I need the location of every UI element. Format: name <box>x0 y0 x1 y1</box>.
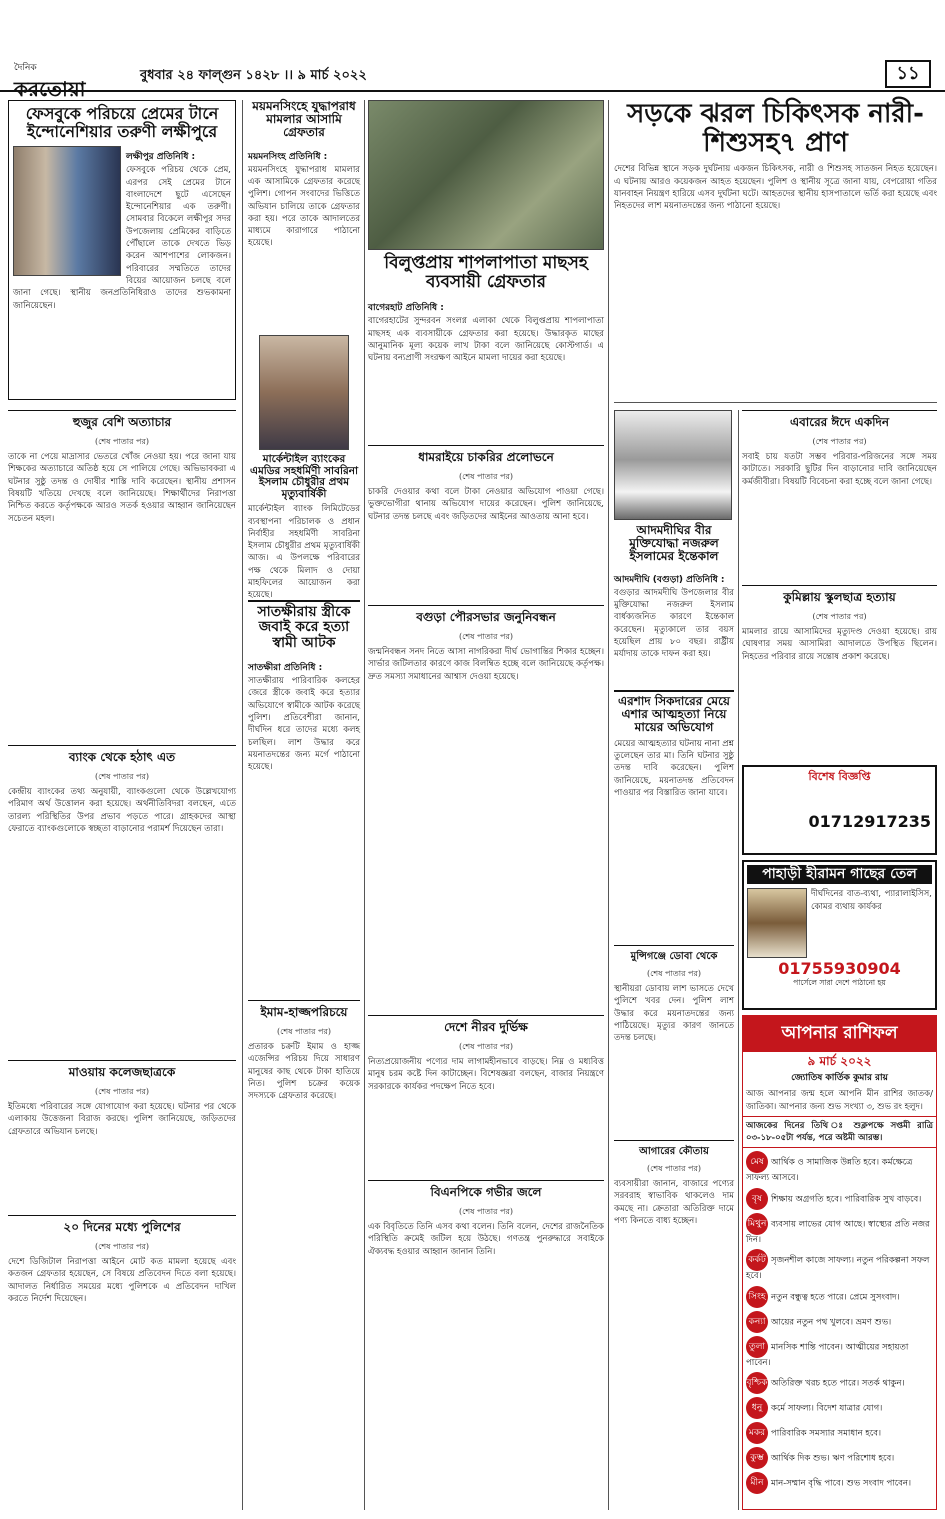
page-number: ১১ <box>885 60 931 88</box>
story-facebook <box>8 100 236 400</box>
story-agarer <box>614 1140 734 1510</box>
story-mawa-headline: মাওয়ায় কলেজছাত্রকে <box>8 1060 236 1084</box>
section-rule-right <box>614 402 937 403</box>
rashifal-sign-text: সৃজনশীল কাজে সাফল্য। নতুন পরিকল্পনা সফল হবে। <box>746 1255 930 1282</box>
rashifal-title: আপনার রাশিফল <box>743 1016 936 1052</box>
portrait-photo <box>259 335 349 450</box>
column-rule-2 <box>364 100 365 1510</box>
ad-small <box>742 765 937 855</box>
story-shapla-headline: বিলুপ্তপ্রায় শাপলাপাতা মাছসহ ব্যবসায়ী গ্রেফতার <box>384 253 588 292</box>
ad-medicine-title: পাহাড়ী হীরামন গাছের তেল <box>747 865 932 884</box>
rashifal-sign-text: পারিবারিক সমস্যার সমাধান হবে। <box>771 1428 882 1439</box>
story-bank <box>8 745 236 1055</box>
rashifal-sign-row <box>746 1422 933 1444</box>
story-satkhira <box>248 600 360 860</box>
story-muktijoddha-headline: আদমদীঘির বীর মুক্তিযোদ্ধা নজরুল ইসলামের ইন্তেকাল <box>629 523 719 564</box>
story-moymonsingh-body: ময়মনসিংহে যুদ্ধাপরাধ মামলার এক আসামিকে গ্রেফতার করেছে পুলিশ। গোপন সংবাদের ভিত্তিতে অভিযান চালিয়ে তাকে গ্রেফতার করা হয়। পরে তাকে আদালতের মাধ্যমে কারাগারে পাঠানো হয়েছে। <box>248 164 360 249</box>
story-bogura-body: জন্মনিবন্ধন সনদ নিতে আসা নাগরিকরা দীর্ঘ ভোগান্তির শিকার হচ্ছেন। সার্ভার জটিলতার কারণে কাজ বিলম্বিত হচ্ছে বলে জানিয়েছে কর্তৃপক্ষ। দ্রুত সমস্যা সমাধানের আশ্বাস দেওয়া হয়েছে। <box>368 647 604 682</box>
masthead <box>0 0 945 101</box>
ad-medicine <box>742 860 937 1010</box>
story-facebook-body: ফেসবুকে পরিচয় থেকে প্রেম, এরপর সেই প্রেমের টানে বাংলাদেশে ছুটে এসেছেন ইন্দোনেশিয়ার এক তরুণী। সোমবার বিকেলে লক্ষীপুর সদর উপজেলায় প্রেমিকের বাড়িতে পৌঁছালে তাকে দেখতে ভিড় করেন আশপাশের লোকজন। পরিবারের সম্মতিতে তাদের বিয়ের আয়োজন চলছে বলে জানা গেছে। স্থানীয় জনপ্রতিনিধিরাও তাদের শুভকামনা জানিয়েছেন। <box>13 165 231 311</box>
zodiac-sign-icon: কুম্ভ <box>746 1447 768 1469</box>
story-facebook-dateline: লক্ষীপুর প্রতিনিধি : <box>126 152 196 163</box>
rashifal-section <box>742 1015 937 1510</box>
rashifal-sign-text: ব্যবসায় লাভের যোগ আছে। স্বাস্থ্যের প্রতি নজর দিন। <box>746 1219 930 1245</box>
story-moymonsingh <box>248 100 360 330</box>
rashifal-sign-row <box>746 1447 933 1469</box>
story-comilla-cont: (শেষ পাতার পর) <box>812 612 867 621</box>
zodiac-sign-icon: সিংহ <box>746 1286 768 1308</box>
story-bogura-cont: (শেষ পাতার পর) <box>458 632 514 641</box>
story-agarer-cont: (শেষ পাতার পর) <box>646 1164 702 1173</box>
ad-small-phone: 01712917235 <box>808 812 931 832</box>
story-eid <box>742 410 937 580</box>
zodiac-sign-icon: মেষ <box>746 1151 768 1173</box>
story-huzur-body: তাকে না পেয়ে মাদ্রাসার ভেতরে খোঁজ নেওয়া হয়। পরে জানা যায় শিক্ষকের অত্যাচারে অতিষ্ঠ হয়ে সে পালিয়ে গেছে। অভিভাবকরা এ ঘটনার সুষ্ঠু তদন্ত ও দোষীর শাস্তি দাবি করেছেন। স্থানীয় প্রশাসন বিষয়টি খতিয়ে দেখছে বলে জানিয়েছে। শিক্ষার্থীদের নিরাপত্তা নিশ্চিত করতে কর্তৃপক্ষকে আরও সতর্ক হওয়ার আহ্বান জানিয়েছেন সচেতন মহল। <box>8 452 236 524</box>
story-comilla-headline: কুমিল্লায় স্কুলছাত্র হত্যায় <box>742 585 937 609</box>
rashifal-sign-row <box>746 1213 933 1246</box>
ad-medicine-tagline: দীর্ঘদিনের বাত-ব্যথা, প্যারালাইসিস, কোমর ব্যথায় কার্যকর <box>811 889 932 912</box>
story-hajj-headline: ইমাম-হাজ্জপরিচয়ে <box>248 1000 360 1024</box>
rashifal-sign-row <box>746 1397 933 1419</box>
story-marcantile <box>248 335 360 601</box>
story-munshiganj <box>614 945 734 1135</box>
story-bnp-cont: (শেষ পাতার পর) <box>458 1207 514 1216</box>
zodiac-sign-icon: বৃষ <box>746 1188 768 1210</box>
rashifal-sign-text: কর্মে সাফল্য। বিদেশ যাত্রার যোগ। <box>771 1403 883 1414</box>
story-satkhira-headline: সাতক্ষীরায় স্ত্রীকে জবাই করে হত্যা স্বামী আটক <box>248 600 360 651</box>
story-moymonsingh-dateline: ময়মনসিংহ প্রতিনিধি : <box>248 151 328 162</box>
rashifal-sign-row <box>746 1188 933 1210</box>
story-eramath <box>614 690 734 940</box>
story-20din-cont: (শেষ পাতার পর) <box>94 1242 150 1251</box>
zodiac-sign-icon: মীন <box>746 1472 768 1494</box>
logo-small-text: দৈনিক <box>14 63 37 73</box>
story-hajj-body: প্রতারক চক্রটি ইমাম ও হাজ্জ এজেন্সির পরিচয় দিয়ে সাধারণ মানুষের কাছ থেকে টাকা হাতিয়ে নিত। পুলিশ চক্রের কয়েক সদস্যকে গ্রেফতার করেছে। <box>248 1042 360 1102</box>
zodiac-sign-icon: মকর <box>746 1422 768 1444</box>
story-muktijoddha-dateline: আদমদীঘি (বগুড়া) প্রতিনিধি : <box>614 574 725 585</box>
rashifal-sign-text: আর্থিক ও সামাজিক উন্নতি হবে। কর্মক্ষেত্রে সাফল্য আসবে। <box>746 1157 913 1184</box>
story-eramath-body: মেয়ের আত্মহত্যার ঘটনায় নানা প্রশ্ন তুলেছেন তার মা। তিনি ঘটনার সুষ্ঠু তদন্ত দাবি করেছেন। পুলিশ জানিয়েছে, ময়নাতদন্ত প্রতিবেদন পাওয়ার পর বিস্তারিত জানা যাবে। <box>614 738 734 798</box>
story-shapla-photo <box>368 100 604 250</box>
story-bank-headline: ব্যাংক থেকে হঠাৎ এত <box>8 745 236 769</box>
story-muktijoddha <box>614 410 734 685</box>
story-20din <box>8 1215 236 1510</box>
ad-medicine-address: পার্সেলে সারা দেশে পাঠানো হয় <box>793 977 886 987</box>
story-comilla <box>742 585 937 760</box>
rashifal-sign-row <box>746 1311 933 1333</box>
story-dhamrai-headline: ধামরাইয়ে চাকরির প্রলোভনে <box>368 445 604 469</box>
story-huzur-cont: (শেষ পাতার পর) <box>94 437 150 446</box>
story-comilla-body: মামলার রায়ে আসামিদের মৃত্যুদণ্ড দেওয়া হয়েছে। রায় ঘোষণার সময় আসামিরা আদালতে উপস্থিত ছিলেন। নিহতের পরিবার রায়ে সন্তোষ প্রকাশ করেছে। <box>742 627 937 662</box>
ad-medicine-phone: 01755930904 <box>778 959 901 979</box>
dateline: বুধবার ২৪ ফাল্গুন ১৪২৮ ।। ৯ মার্চ ২০২২ <box>140 68 367 83</box>
rashifal-author: জ্যোতিষ কার্তিক কুমার রায় <box>791 1073 888 1084</box>
rashifal-sign-text: শিক্ষায় অগ্রগতি হবে। পারিবারিক সুখ বাড়বে। <box>771 1194 922 1205</box>
story-munshiganj-headline: মুন্সিগঞ্জে ডোবা থেকে <box>614 945 734 966</box>
story-marcantile-body: মার্কেন্টাইল ব্যাংক লিমিটেডের ব্যবস্থাপনা পরিচালক ও প্রধান নির্বাহীর সহধর্মিণী সাবরিনা ইসলাম চৌধুরীর প্রথম মৃত্যুবার্ষিকী আজ। এ উপলক্ষে পরিবারের পক্ষ থেকে মিলাদ ও দোয়া মাহফিলের আয়োজন করা হয়েছে। <box>248 504 360 601</box>
story-bnp <box>368 1180 604 1510</box>
story-nirob-headline: দেশে নীরব দুর্ভিক্ষ <box>368 1015 604 1039</box>
story-shapla-dateline: বাগেরহাট প্রতিনিধি : <box>368 303 444 314</box>
zodiac-sign-icon: তুলা <box>746 1336 768 1358</box>
rashifal-sign-row <box>746 1249 933 1282</box>
story-agarer-headline: আগারের কৌতায় <box>614 1140 734 1161</box>
story-bank-body: কেন্দ্রীয় ব্যাংকের তথ্য অনুযায়ী, ব্যাংকগুলো থেকে উল্লেখযোগ্য পরিমাণ অর্থ উত্তোলন করা হয়েছে। অর্থনীতিবিদরা বলছেন, এতে তারল্য পরিস্থিতির উপর প্রভাব পড়তে পারে। গ্রাহকদের আস্থা ফেরাতে ব্যাংকগুলোকে স্বচ্ছতা বাড়ানোর পরামর্শ দিয়েছেন তারা। <box>8 787 236 834</box>
rashifal-sign-text: মান-সম্মান বৃদ্ধি পাবে। শুভ সংবাদ পাবেন। <box>771 1478 912 1489</box>
rashifal-sign-row <box>746 1372 933 1394</box>
story-facebook-photo <box>13 146 121 276</box>
rashifal-sign-row <box>746 1472 933 1494</box>
story-mawa-body: ইতিমধ্যে পরিবারের সঙ্গে যোগাযোগ করা হয়েছে। ঘটনার পর থেকে এলাকায় উত্তেজনা বিরাজ করছে। পুলিশ জানিয়েছে, জড়িতদের গ্রেফতারে অভিযান চলছে। <box>8 1102 236 1137</box>
story-dhamrai-cont: (শেষ পাতার পর) <box>458 472 514 481</box>
story-sorok-headline: সড়কে ঝরল চিকিৎসক নারী-শিশুসহ৭ প্রাণ <box>627 99 924 158</box>
story-eid-body: সবাই চায় যতটা সম্ভব পরিবার-পরিজনের সঙ্গে সময় কাটাতে। সরকারি ছুটির দিন বাড়ানোর দাবি জানিয়েছেন কর্মজীবীরা। বিষয়টি বিবেচনা করা হচ্ছে বলে জানা গেছে। <box>742 452 937 487</box>
story-mawa <box>8 1060 236 1210</box>
story-bnp-headline: বিএনপিকে গভীর জলে <box>368 1180 604 1204</box>
story-shapla-body: বাগেরহাটের সুন্দরবন সংলগ্ন এলাকা থেকে বিলুপ্তপ্রায় শাপলাপাতা মাছসহ এক ব্যবসায়ীকে গ্রেফতার করা হয়েছে। উদ্ধারকৃত মাছের আনুমানিক মূল্য কয়েক লাখ টাকা বলে জানিয়েছে কোস্টগার্ড। এ ঘটনায় বন্যপ্রাণী সংরক্ষণ আইনে মামলা দায়ের করা হয়েছে। <box>368 316 604 364</box>
story-20din-body: দেশে ডিজিটাল নিরাপত্তা আইনে মোট কত মামলা হয়েছে এবং কতজন গ্রেফতার হয়েছেন, সে বিষয়ে প্রতিবেদন দিতে বলা হয়েছে। আদালত নির্ধারিত সময়ের মধ্যে পুলিশকে এ প্রতিবেদন দাখিল করতে নির্দেশ দিয়েছেন। <box>8 1257 236 1304</box>
story-eid-cont: (শেষ পাতার পর) <box>812 437 867 446</box>
story-bnp-body: এক বিবৃতিতে তিনি এসব কথা বলেন। তিনি বলেন, দেশের রাজনৈতিক পরিস্থিতি ক্রমেই জটিল হয়ে উঠছে। গণতন্ত্র পুনরুদ্ধারে সবাইকে ঐক্যবদ্ধ হওয়ার আহ্বান জানান তিনি। <box>368 1222 604 1257</box>
zodiac-sign-icon: বৃশ্চিক <box>746 1372 768 1394</box>
muktijoddha-photo <box>614 410 732 520</box>
logo-big-text: করতোয়া <box>14 77 86 101</box>
newspaper-logo <box>14 60 134 101</box>
story-huzur <box>8 410 236 740</box>
story-agarer-body: ব্যবসায়ীরা জানান, বাজারে পণ্যের সরবরাহ স্বাভাবিক থাকলেও দাম কমছে না। ক্রেতারা অতিরিক্ত দামে পণ্য কিনতে বাধ্য হচ্ছেন। <box>614 1179 734 1226</box>
rashifal-sign-row <box>746 1151 933 1184</box>
rashifal-sign-text: নতুন বন্ধুত্ব হতে পারে। প্রেমে সুসংবাদ। <box>771 1292 900 1303</box>
column-rule-4 <box>738 410 739 1510</box>
rashifal-tithi: আজকের দিনের তিথি ঃ শুক্লপক্ষে সপ্তমী রাত্রি ০৩-১৮-০৫টা পর্যন্ত, পরে অষ্টমী আরম্ভ। <box>743 1116 936 1149</box>
zodiac-sign-icon: কর্কট <box>746 1249 768 1271</box>
rashifal-sign-text: অতিরিক্ত খরচ হতে পারে। সতর্ক থাকুন। <box>771 1378 905 1389</box>
story-shapla <box>368 100 604 440</box>
rashifal-date: ৯ মার্চ ২০২২ <box>807 1054 872 1068</box>
story-bogura <box>368 605 604 1010</box>
rashifal-sign-row <box>746 1336 933 1369</box>
rashifal-intro: আজ আপনার জন্ম হলে আপনি মীন রাশির জাতক/জাতিকা। আপনার জন্য শুভ সংখ্যা ৩, শুভ রং হলুদ। <box>746 1089 933 1112</box>
rashifal-sign-row <box>746 1286 933 1308</box>
rashifal-sign-text: আয়ের নতুন পথ খুলবে। ভ্রমণ শুভ। <box>771 1317 892 1328</box>
zodiac-sign-icon: ধনু <box>746 1397 768 1419</box>
story-eid-headline: এবারের ঈদে একদিন <box>742 410 937 434</box>
story-muktijoddha-body: বগুড়ার আদমদীঘি উপজেলার বীর মুক্তিযোদ্ধা নজরুল ইসলাম বার্ধক্যজনিত কারণে ইন্তেকাল করেছেন। মৃত্যুকালে তার বয়স হয়েছিল প্রায় ৮০ বছর। রাষ্ট্রীয় মর্যাদায় তাকে দাফন করা হয়। <box>614 587 734 660</box>
rashifal-sign-text: আর্থিক দিক শুভ। ঋণ পরিশোধ হবে। <box>771 1453 895 1464</box>
story-sorok-body: দেশের বিভিন্ন স্থানে সড়ক দুর্ঘটনায় একজন চিকিৎসক, নারী ও শিশুসহ সাতজন নিহত হয়েছেন। এ ঘটনায় আরও কয়েকজন আহত হয়েছেন। পুলিশ ও স্থানীয় সূত্রে জানা যায়, বেপরোয়া গতির যানবাহন নিয়ন্ত্রণ হারিয়ে এসব দুর্ঘটনা ঘটে। আহতদের স্থানীয় হাসপাতালে ভর্তি করা হয়েছে এবং নিহতদের লাশ ময়নাতদন্তের জন্য পাঠানো হয়েছে। <box>614 164 937 212</box>
rashifal-signs-list <box>743 1151 936 1494</box>
zodiac-sign-icon: কন্যা <box>746 1311 768 1333</box>
story-dhamrai <box>368 445 604 600</box>
story-hajj-cont: (শেষ পাতার পর) <box>276 1027 332 1036</box>
ad-small-title: বিশেষ বিজ্ঞপ্তি <box>808 770 871 783</box>
ad-medicine-photo <box>747 888 807 958</box>
zodiac-sign-icon: মিথুন <box>746 1213 768 1235</box>
story-marcantile-headline: মার্কেন্টাইল ব্যাংকের এমডির সহধর্মিণী সাবরিনা ইসলাম চৌধুরীর প্রথম মৃত্যুবার্ষিকী <box>249 453 359 500</box>
story-satkhira-dateline: সাতক্ষীরা প্রতিনিধি : <box>248 663 323 674</box>
story-munshiganj-body: স্থানীয়রা ডোবায় লাশ ভাসতে দেখে পুলিশে খবর দেন। পুলিশ লাশ উদ্ধার করে ময়নাতদন্তের জন্য পাঠিয়েছে। মৃত্যুর কারণ জানতে তদন্ত চলছে। <box>614 984 734 1044</box>
story-satkhira-body: সাতক্ষীরায় পারিবারিক কলহের জেরে স্ত্রীকে জবাই করে হত্যার অভিযোগে স্বামীকে আটক করেছে পুলিশ। প্রতিবেশীরা জানান, দীর্ঘদিন ধরে তাদের মধ্যে কলহ চলছিল। লাশ উদ্ধার করে ময়নাতদন্তের জন্য মর্গে পাঠানো হয়েছে। <box>248 676 360 773</box>
story-nirob-cont: (শেষ পাতার পর) <box>458 1042 514 1051</box>
story-nirob-body: নিত্যপ্রয়োজনীয় পণ্যের দাম লাগামহীনভাবে বাড়ছে। নিম্ন ও মধ্যবিত্ত মানুষ চরম কষ্টে দিন কাটাচ্ছেন। বিশেষজ্ঞরা বলছেন, বাজার নিয়ন্ত্রণে সরকারকে কার্যকর পদক্ষেপ নিতে হবে। <box>368 1057 604 1092</box>
story-bank-cont: (শেষ পাতার পর) <box>94 772 150 781</box>
story-mawa-cont: (শেষ পাতার পর) <box>94 1087 150 1096</box>
story-hajj <box>248 1000 360 1500</box>
column-rule-3 <box>608 100 609 1510</box>
column-rule-1 <box>242 100 243 1510</box>
story-moymonsingh-headline: ময়মনসিংহে যুদ্ধাপরাধ মামলার আসামি গ্রেফতার <box>252 99 356 140</box>
story-bogura-headline: বগুড়া পৌরসভার জনুনিবন্ধন <box>368 605 604 629</box>
story-nirob <box>368 1015 604 1175</box>
rashifal-sign-text: মানসিক শান্তি পাবেন। আত্মীয়ের সহায়তা পাবেন। <box>746 1342 909 1368</box>
story-sorok <box>614 100 937 400</box>
story-munshiganj-cont: (শেষ পাতার পর) <box>646 969 702 978</box>
story-20din-headline: ২০ দিনের মধ্যে পুলিশের <box>8 1215 236 1239</box>
story-huzur-headline: হুজুর বেশি অত্যাচার <box>8 410 236 434</box>
story-dhamrai-body: চাকরি দেওয়ার কথা বলে টাকা নেওয়ার অভিযোগ পাওয়া গেছে। ভুক্তভোগীরা থানায় অভিযোগ দায়ের করেছেন। পুলিশ জানিয়েছে, ঘটনার তদন্ত চলছে এবং জড়িতদের আইনের আওতায় আনা হবে। <box>368 487 604 522</box>
story-facebook-headline: ফেসবুকে পরিচয়ে প্রেমের টানে ইন্দোনেশিয়ার তরুণী লক্ষীপুরে <box>25 104 219 141</box>
story-eramath-headline: এরশাদ সিকদারের মেয়ে এশার আত্মহত্যা নিয়ে মায়ের অভিযোগ <box>614 690 734 735</box>
